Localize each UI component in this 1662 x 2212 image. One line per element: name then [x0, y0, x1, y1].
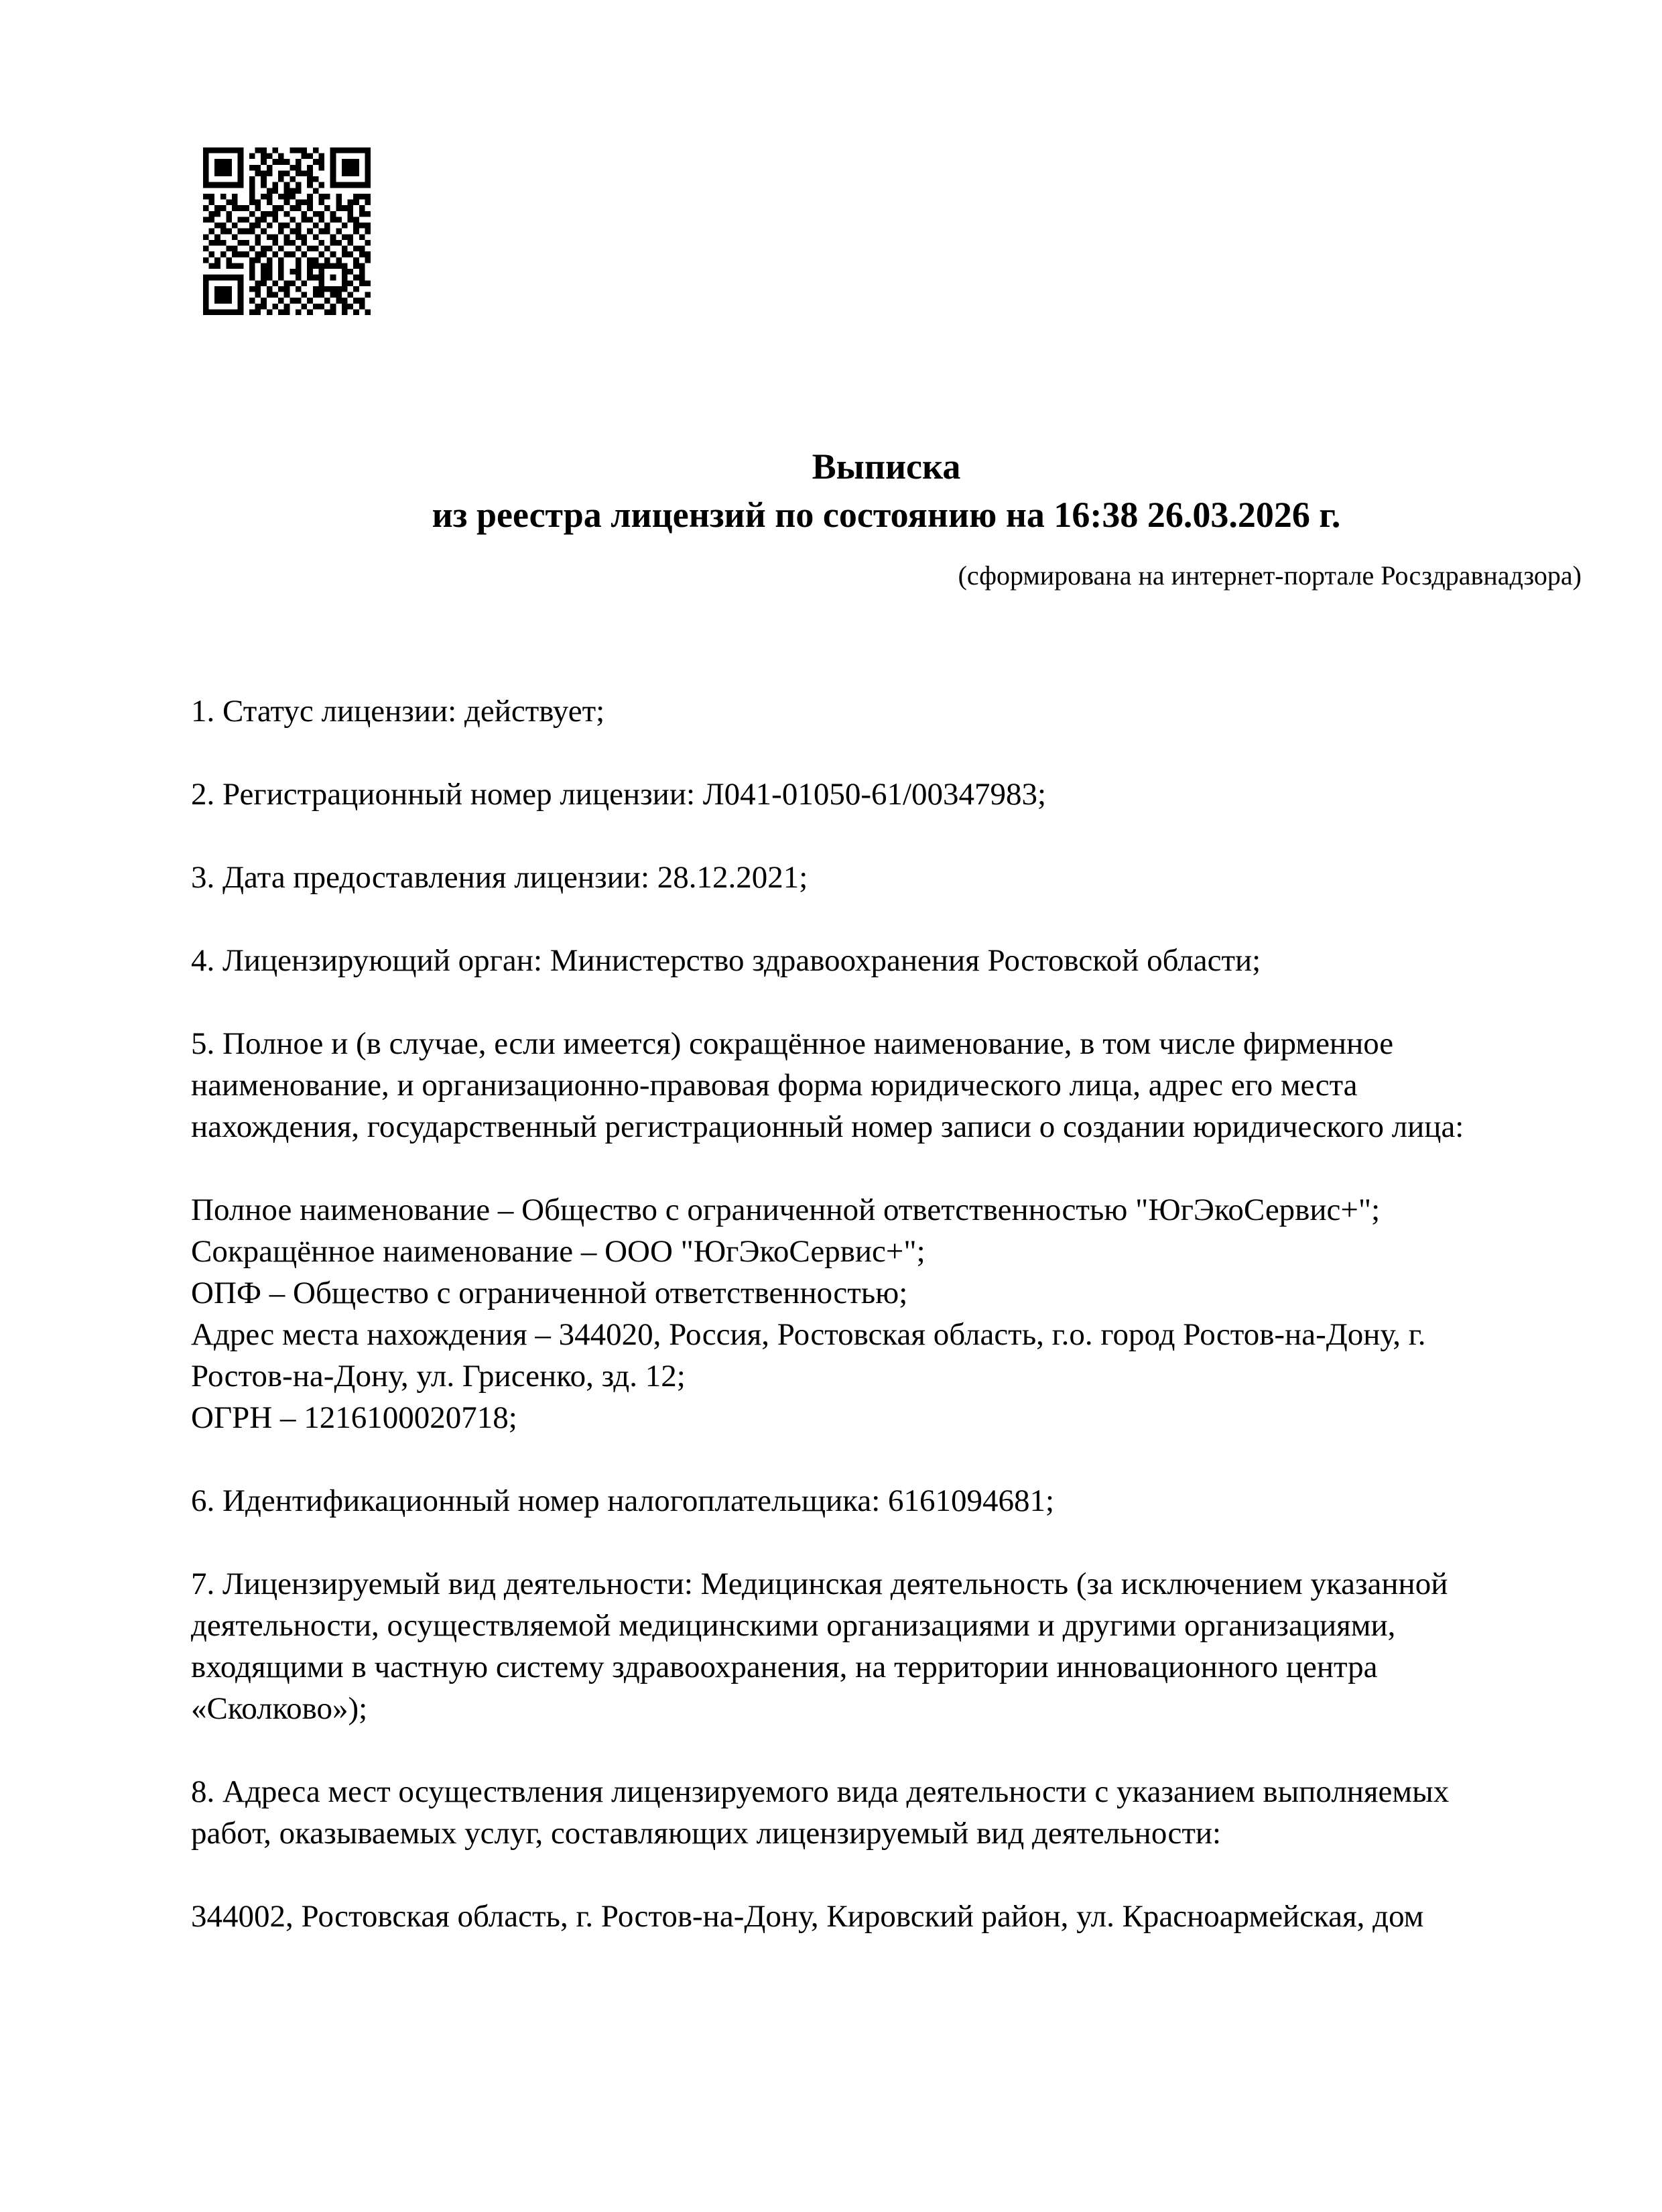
paragraph — [191, 1023, 1582, 1148]
text-line: ОПФ – Общество с ограниченной ответственностью; — [191, 1276, 908, 1310]
text-line: входящими в частную систему здравоохранения, на территории инновационного центра — [191, 1650, 1378, 1684]
paragraph — [191, 690, 1582, 732]
text-line: ОГРН – 1216100020718; — [191, 1400, 517, 1435]
text-line: Ростов-на-Дону, ул. Грисенко, зд. 12; — [191, 1359, 686, 1394]
text-line: «Сколково»); — [191, 1691, 368, 1726]
paragraph — [191, 1896, 1582, 1937]
text-line: 344002, Ростовская область, г. Ростов-на-Дону, Кировский район, ул. Красноармейская, дом — [191, 1899, 1424, 1934]
text-line: 7. Лицензируемый вид деятельности: Медицинская деятельность (за исключением указанной — [191, 1566, 1448, 1601]
text-line: деятельности, осуществляемой медицинскими организациями и другими организациями, — [191, 1608, 1396, 1643]
text-line: 6. Идентификационный номер налогоплательщика: 6161094681; — [191, 1483, 1055, 1518]
text-line: нахождения, государственный регистрационный номер записи о создании юридического лица: — [191, 1109, 1464, 1144]
text-line: 4. Лицензирующий орган: Министерство здравоохранения Ростовской области; — [191, 943, 1261, 978]
text-line: наименование, и организационно-правовая форма юридического лица, адрес его места — [191, 1068, 1358, 1103]
text-line: работ, оказываемых услуг, составляющих лицензируемый вид деятельности: — [191, 1816, 1222, 1851]
text-line: 8. Адреса мест осуществления лицензируемого вида деятельности с указанием выполняемых — [191, 1774, 1450, 1809]
paragraph — [191, 857, 1582, 898]
paragraph — [191, 774, 1582, 815]
text-line: Сокращённое наименование – ООО "ЮгЭкоСервис+"; — [191, 1234, 925, 1269]
document-title-line1: Выписка — [812, 446, 961, 487]
paragraph — [191, 1189, 1582, 1438]
document-body — [191, 690, 1582, 1937]
document-subtitle: (сформирована на интернет-портале Росздравнадзора) — [958, 560, 1582, 591]
document-title-line2: из реестра лицензий по состоянию на 16:38 26.03.2026 г. — [432, 495, 1341, 535]
text-line: 5. Полное и (в случае, если имеется) сокращённое наименование, в том числе фирменное — [191, 1026, 1394, 1061]
paragraph — [191, 1563, 1582, 1729]
document-title — [191, 442, 1582, 539]
paragraph — [191, 1771, 1582, 1854]
page-content — [191, 0, 1582, 1979]
text-line: 3. Дата предоставления лицензии: 28.12.2021; — [191, 860, 808, 895]
text-line: Полное наименование – Общество с ограниченной ответственностью "ЮгЭкоСервис+"; — [191, 1192, 1381, 1227]
paragraph — [191, 1480, 1582, 1522]
paragraph — [191, 940, 1582, 981]
text-line: 2. Регистрационный номер лицензии: Л041-01050-61/00347983; — [191, 777, 1047, 812]
text-line: Адрес места нахождения – 344020, Россия, Ростовская область, г.о. город Ростов-на-Дону, г. — [191, 1317, 1426, 1352]
text-line: 1. Статус лицензии: действует; — [191, 694, 605, 729]
